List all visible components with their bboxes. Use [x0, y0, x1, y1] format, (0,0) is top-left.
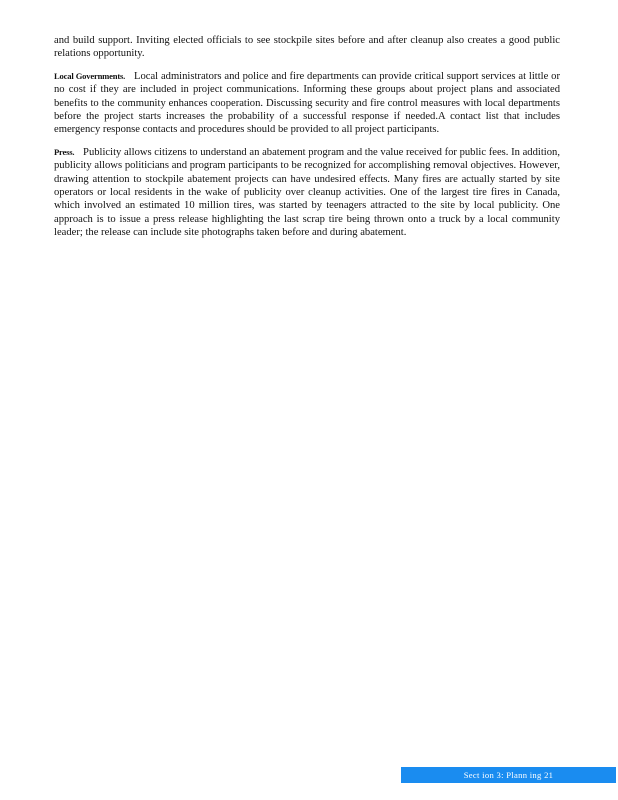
paragraph-heading: Local Governments.	[54, 70, 126, 81]
paragraph-heading: Press.	[54, 146, 75, 157]
paragraph-text: and build support. Inviting elected officials to see stockpile sites before and after cleanup also creates a good public relations opportunity.	[54, 35, 560, 60]
paragraph-text: Local administrators and police and fire departments can provide critical support services at little or no cost if they are included in project communications. Informing these groups about project plans and associated benefits to the community enhances cooperation. Discussing security and fire control measures with local departments before the project starts increases the probability of a successful response if needed.A contact list that includes emergency response contacts and procedures should be provided to all project participants.	[54, 70, 561, 136]
paragraph-local-governments	[54, 70, 560, 137]
footer-section-label: Sect ion 3: Plann ing 21	[401, 767, 616, 783]
paragraph-intro	[54, 34, 560, 61]
paragraph-press	[54, 146, 560, 240]
paragraph-text: Publicity allows citizens to understand an abatement program and the value received for public fees. In addition, publicity allows politicians and program participants to be recognized for accomplishing removal objectives. However, drawing attention to stockpile abatement projects can have undesired effects. Many fires are actually started by site operators or local residents in the wake of publicity over cleanup activities. One of the largest tire fires in Canada, which involved an estimated 10 million tires, was started by teenagers attracted to the site by local publicity. One approach is to issue a press release highlighting the last scrap tire being thrown onto a truck by a local community leader; the release can include site photographs taken before and during abatement.	[54, 146, 560, 239]
body-text	[54, 34, 560, 249]
